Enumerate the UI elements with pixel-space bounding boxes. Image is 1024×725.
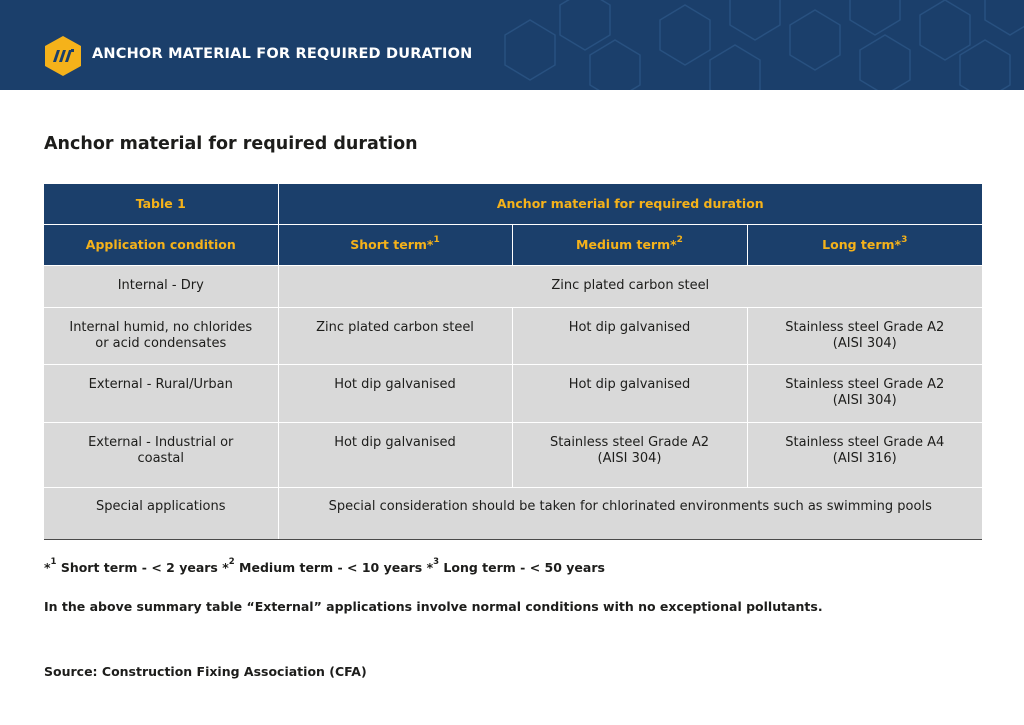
medium-term-header: Medium term*$^2$ bbox=[512, 224, 747, 265]
hexagon-logo-icon bbox=[44, 35, 82, 77]
short-term-cell: Hot dip galvanised bbox=[278, 364, 512, 422]
summary-note: In the above summary table “External” applications involve normal conditions with no exceptional pollutants. bbox=[44, 599, 823, 614]
condition-cell: Special applications bbox=[44, 487, 278, 539]
header-banner bbox=[0, 0, 1024, 90]
medium-term-cell: Hot dip galvanised bbox=[512, 307, 747, 364]
banner-title: ANCHOR MATERIAL FOR REQUIRED DURATION bbox=[92, 46, 473, 62]
condition-cell: External - Rural/Urban bbox=[44, 364, 278, 422]
table-row bbox=[44, 487, 982, 539]
short-term-header: Short term*$^1$ bbox=[278, 224, 512, 265]
condition-cell: Internal humid, no chlorides or acid condensates bbox=[44, 307, 278, 364]
material-span-cell: Zinc plated carbon steel bbox=[278, 265, 982, 307]
application-condition-header: Application condition bbox=[44, 224, 278, 265]
term-footnote: *$^1$ Short term - < 2 years *$^2$ Medium term - < 10 years *$^3$ Long term - < 50 years bbox=[44, 557, 605, 575]
table-row bbox=[44, 422, 982, 487]
duration-group-header: Anchor material for required duration bbox=[278, 184, 982, 224]
condition-cell: External - Industrial or coastal bbox=[44, 422, 278, 487]
condition-cell: Internal - Dry bbox=[44, 265, 278, 307]
table-number-header: Table 1 bbox=[44, 184, 278, 224]
hexagon-pattern-background bbox=[0, 0, 1024, 90]
medium-term-cell: Stainless steel Grade A2 (AISI 304) bbox=[512, 422, 747, 487]
short-term-cell: Hot dip galvanised bbox=[278, 422, 512, 487]
table-header-row bbox=[44, 184, 982, 224]
short-term-cell: Zinc plated carbon steel bbox=[278, 307, 512, 364]
long-term-cell: Stainless steel Grade A4 (AISI 316) bbox=[747, 422, 982, 487]
long-term-header: Long term*$^3$ bbox=[747, 224, 982, 265]
table-column-header-row bbox=[44, 224, 982, 265]
anchor-material-table bbox=[44, 184, 982, 540]
table-row bbox=[44, 307, 982, 364]
page-title: Anchor material for required duration bbox=[44, 134, 418, 154]
long-term-cell: Stainless steel Grade A2 (AISI 304) bbox=[747, 364, 982, 422]
material-span-cell: Special consideration should be taken for chlorinated environments such as swimming pools bbox=[278, 487, 982, 539]
table-row bbox=[44, 265, 982, 307]
table-row bbox=[44, 364, 982, 422]
source-note: Source: Construction Fixing Association (CFA) bbox=[44, 664, 367, 679]
medium-term-cell: Hot dip galvanised bbox=[512, 364, 747, 422]
long-term-cell: Stainless steel Grade A2 (AISI 304) bbox=[747, 307, 982, 364]
